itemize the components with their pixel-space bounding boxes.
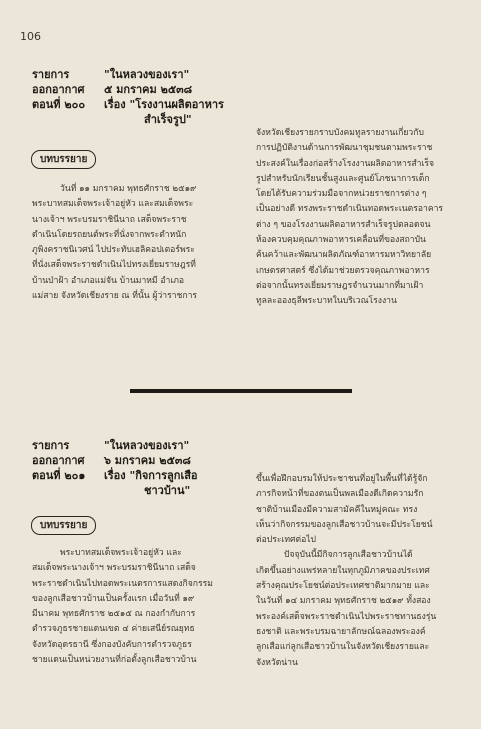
entry-1-header <box>32 67 262 127</box>
text-line: มีนาคม พุทธศักราช ๒๕๑๕ ณ กองกำกับการ <box>32 609 196 620</box>
entry-1-right-column <box>256 126 462 310</box>
text-line: แม่สาย จังหวัดเชียงราย ณ ที่นั้น ผู้ว่าราชการ <box>32 291 198 302</box>
text-line: ธงชาติ และพระบรมฉายาลักษณ์ฉลองพระองค์ <box>256 626 426 637</box>
narration-badge: บทบรรยาย <box>31 150 96 169</box>
narration-badge: บทบรรยาย <box>31 516 96 535</box>
text-line: ภารกิจหน้าที่ของตนเป็นพลเมืองดีเกิดความรัก <box>256 489 424 500</box>
text-line: เกิดขึ้นอย่างแพร่หลายในทุกภูมิภาคของประเทศ <box>256 565 430 576</box>
entry-2-left-column <box>32 546 246 668</box>
program-row <box>32 438 262 453</box>
episode-title: เรื่อง "กิจการลูกเสือ <box>104 469 198 482</box>
text-line: พระราชดำเนินไปทอดพระเนตรการแสดงกิจกรรม <box>32 578 213 589</box>
entry-2-right-column <box>256 472 462 671</box>
text-line: ตำรวจภูธรชายแดนเขต ๔ ค่ายเสนีย์รณยุทธ <box>32 624 195 635</box>
section-divider <box>130 389 352 393</box>
text-line: ที่นั่งเสด็จพระราชดำเนินไปทรงเยี่ยมราษฎรที่ <box>32 260 196 271</box>
episode-title: เรื่อง "โรงงานผลิตอาหาร <box>104 98 224 111</box>
program-label: รายการ <box>32 439 70 452</box>
text-line: ชายแดนเป็นหน่วยงานที่ก่อตั้งลูกเสือชาวบ้าน <box>32 655 197 666</box>
episode-row-cont <box>32 112 262 127</box>
text-line: ประสงค์ในเรื่องก่อสร้างโรงงานผลิตอาหารสำเร็จ <box>256 158 435 169</box>
text-line: เกษตรศาสตร์ ซึ่งได้มาช่วยตรวจคุณภาพอาหาร <box>256 265 430 276</box>
page-number: 106 <box>20 30 41 43</box>
airdate-label: ออกอากาศ <box>32 454 85 467</box>
episode-title-cont: สำเร็จรูป" <box>144 113 192 126</box>
program-row <box>32 67 262 82</box>
text-line: วันที่ ๑๑ มกราคม พุทธศักราช ๒๕๑๙ <box>60 184 197 194</box>
text-line: บ้านป่าฝ้า อำเภอแม่จัน บ้านมาหมี อำเภอ <box>32 275 185 286</box>
text-line: ของลูกเสือชาวบ้านเป็นครั้งแรก เมื่อวันที่ ๑๙ <box>32 593 195 604</box>
airdate-value: ๕ มกราคม ๒๕๓๘ <box>104 83 193 96</box>
text-line: พระบาทสมเด็จพระเจ้าอยู่หัว และสมเด็จพระ <box>32 199 194 210</box>
airdate-label: ออกอากาศ <box>32 83 85 96</box>
text-line: ทูลละอองธุลีพระบาทในบริเวณโรงงาน <box>256 296 397 307</box>
text-line: ปัจจุบันนี้มีกิจการลูกเสือชาวบ้านได้ <box>284 550 413 561</box>
text-line: จังหวัดอุดรธานี ซึ่งกองบังคับการตำรวจภูธร <box>32 639 192 650</box>
text-line: ค้นคว้าและพัฒนาผลิตภัณฑ์อาหารมหาวิทยาลัย <box>256 250 432 261</box>
episode-row <box>32 97 262 112</box>
text-line: ลูกเสือแก่ลูกเสือชาวบ้านในจังหวัดเชียงรายและ <box>256 642 430 653</box>
text-line: พระองค์เสด็จพระราชดำเนินไปพระราชทานธงรุ่น <box>256 611 437 622</box>
entry-2-header <box>32 438 262 498</box>
text-line: รูปสำหรับนักเรียนชั้นสูงและศูนย์โภชนาการเด็ก <box>256 173 430 184</box>
episode-row <box>32 468 262 483</box>
text-line: ชาติบ้านเมืองมีความสามัคคีในหมู่คณะ ทรง <box>256 504 418 515</box>
program-value: "ในหลวงของเรา" <box>104 68 190 81</box>
program-value: "ในหลวงของเรา" <box>104 439 190 452</box>
text-line: ภูพิงคราชนิเวศน์ ไปประทับเฮลิคอปเตอร์พระ <box>32 245 195 256</box>
episode-title-cont: ชาวบ้าน" <box>144 484 191 497</box>
text-line: เห็นว่ากิจกรรมของลูกเสือชาวบ้านจะมีประโยชน์ <box>256 519 433 530</box>
airdate-row <box>32 82 262 97</box>
text-line: ต่อจากนั้นทรงเยี่ยมราษฎรจำนวนมากที่มาเฝ้า <box>256 280 424 291</box>
text-line: การปฏิบัติงานด้านการพัฒนาชุมชนตามพระราช <box>256 143 433 154</box>
airdate-row <box>32 453 262 468</box>
text-line: สร้างคุณประโยชน์ต่อประเทศชาติมากมาย และ <box>256 581 430 592</box>
text-line: ห้องควบคุมคุณภาพอาหารเคลื่อนที่ของสถาบัน <box>256 235 426 246</box>
text-line: พระบาทสมเด็จพระเจ้าอยู่หัว และ <box>60 548 182 558</box>
airdate-value: ๖ มกราคม ๒๕๓๘ <box>104 454 191 467</box>
text-line: จังหวัดน่าน <box>256 657 298 668</box>
text-line: ในวันที่ ๑๔ มกราคม พุทธศักราช ๒๕๑๙ ทั้งสอง <box>256 596 431 607</box>
text-line: ต่าง ๆ ของโรงงานผลิตอาหารสำเร็จรูปตลอดจน <box>256 219 431 230</box>
text-line: สมเด็จพระนางเจ้าฯ พระบรมราชินีนาถ เสด็จ <box>32 563 196 574</box>
text-line: เป็นอย่างดี ทรงพระราชดำเนินทอดพระเนตรอาคาร <box>256 204 444 215</box>
text-line: ดำเนินโดยรถยนต์พระที่นั่งจากพระตำหนัก <box>32 229 187 240</box>
text-line: โดยได้รับความร่วมมือจากหน่วยราชการต่าง ๆ <box>256 189 427 200</box>
text-line: ขึ้นเพื่อฝึกอบรมให้ประชาชนที่อยู่ในพื้นที่ได้รู้จัก <box>256 474 428 484</box>
text-line: จังหวัดเชียงรายกราบบังคมทูลรายงานเกี่ยวกับ <box>256 128 424 138</box>
episode-row-cont <box>32 483 262 498</box>
episode-label: ตอนที่ ๒๐๐ <box>32 98 86 111</box>
program-label: รายการ <box>32 68 70 81</box>
episode-label: ตอนที่ ๒๐๑ <box>32 469 86 482</box>
entry-1-left-column <box>32 182 246 304</box>
text-line: นางเจ้าฯ พระบรมราชินีนาถ เสด็จพระราช <box>32 214 187 225</box>
text-line: ต่อประเทศต่อไป <box>256 535 317 546</box>
